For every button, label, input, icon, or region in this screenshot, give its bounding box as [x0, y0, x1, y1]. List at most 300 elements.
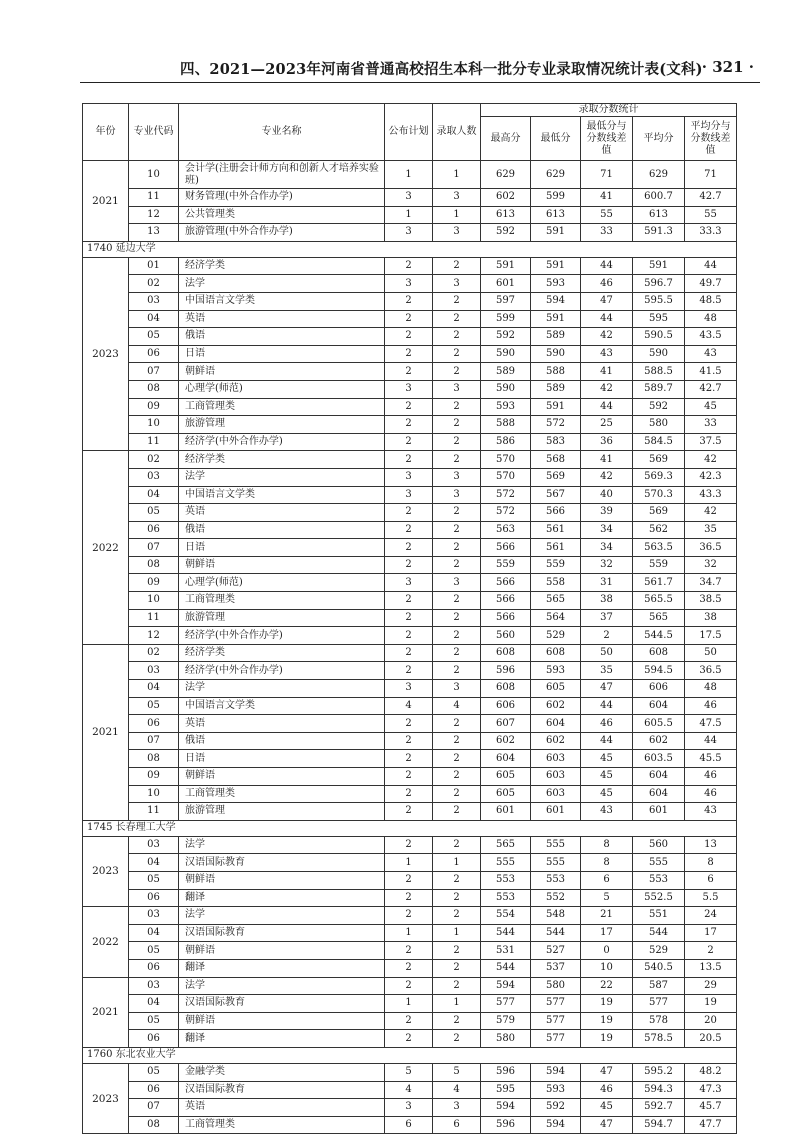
name-cell: 俄语: [179, 328, 385, 346]
col-max: 最高分: [481, 117, 531, 161]
admitted-cell: 2: [433, 959, 481, 977]
year-cell: 2023: [83, 836, 129, 906]
max-cell: 586: [481, 433, 531, 451]
name-cell: 会计学(注册会计师方向和创新人才培养实验班): [179, 161, 385, 189]
min-diff-cell: 6: [581, 871, 633, 889]
avg-cell: 595: [633, 310, 685, 328]
name-cell: 英语: [179, 310, 385, 328]
min-diff-cell: 40: [581, 486, 633, 504]
min-cell: 565: [531, 592, 581, 610]
code-cell: 06: [129, 521, 179, 539]
name-cell: 俄语: [179, 521, 385, 539]
code-cell: 08: [129, 750, 179, 768]
min-diff-cell: 41: [581, 189, 633, 207]
admitted-cell: 2: [433, 416, 481, 434]
avg-cell: 569.3: [633, 468, 685, 486]
plan-cell: 1: [385, 924, 433, 942]
avg-diff-cell: 44: [685, 257, 737, 275]
avg-cell: 570.3: [633, 486, 685, 504]
min-diff-cell: 43: [581, 803, 633, 821]
avg-diff-cell: 8: [685, 854, 737, 872]
avg-cell: 606: [633, 680, 685, 698]
table-row: [83, 539, 737, 557]
max-cell: 605: [481, 785, 531, 803]
max-cell: 591: [481, 257, 531, 275]
min-cell: 591: [531, 398, 581, 416]
table-row: [83, 907, 737, 925]
max-cell: 563: [481, 521, 531, 539]
max-cell: 592: [481, 224, 531, 242]
avg-diff-cell: 17.5: [685, 627, 737, 645]
code-cell: 08: [129, 1116, 179, 1134]
avg-diff-cell: 32: [685, 556, 737, 574]
min-cell: 564: [531, 609, 581, 627]
school-name: 1740 延边大学: [83, 241, 737, 257]
admitted-cell: 3: [433, 486, 481, 504]
max-cell: 553: [481, 871, 531, 889]
plan-cell: 1: [385, 854, 433, 872]
avg-diff-cell: 17: [685, 924, 737, 942]
name-cell: 翻译: [179, 959, 385, 977]
plan-cell: 2: [385, 942, 433, 960]
min-diff-cell: 44: [581, 697, 633, 715]
table-row: [83, 161, 737, 189]
avg-cell: 592.7: [633, 1099, 685, 1117]
avg-cell: 529: [633, 942, 685, 960]
avg-diff-cell: 29: [685, 977, 737, 995]
col-admitted: 录取人数: [433, 104, 481, 161]
col-min-diff: 最低分与分数线差值: [581, 117, 633, 161]
plan-cell: 3: [385, 574, 433, 592]
table-row: [83, 836, 737, 854]
plan-cell: 2: [385, 768, 433, 786]
avg-cell: 602: [633, 732, 685, 750]
plan-cell: 3: [385, 1099, 433, 1117]
name-cell: 法学: [179, 468, 385, 486]
name-cell: 旅游管理(中外合作办学): [179, 224, 385, 242]
min-cell: 529: [531, 627, 581, 645]
plan-cell: 2: [385, 416, 433, 434]
code-cell: 01: [129, 257, 179, 275]
max-cell: 629: [481, 161, 531, 189]
avg-diff-cell: 46: [685, 697, 737, 715]
page-header: [80, 56, 760, 83]
school-header: [83, 241, 737, 257]
admitted-cell: 5: [433, 1063, 481, 1081]
admitted-cell: 3: [433, 1099, 481, 1117]
code-cell: 04: [129, 486, 179, 504]
table-header: [83, 104, 737, 161]
max-cell: 596: [481, 662, 531, 680]
avg-cell: 608: [633, 644, 685, 662]
avg-cell: 551: [633, 907, 685, 925]
name-cell: 朝鲜语: [179, 871, 385, 889]
admission-table: [82, 103, 737, 1134]
max-cell: 597: [481, 292, 531, 310]
plan-cell: 2: [385, 398, 433, 416]
admitted-cell: 2: [433, 592, 481, 610]
avg-diff-cell: 42.7: [685, 189, 737, 207]
name-cell: 法学: [179, 836, 385, 854]
plan-cell: 2: [385, 803, 433, 821]
name-cell: 汉语国际教育: [179, 995, 385, 1013]
plan-cell: 1: [385, 206, 433, 224]
code-cell: 11: [129, 433, 179, 451]
max-cell: 601: [481, 803, 531, 821]
avg-diff-cell: 2: [685, 942, 737, 960]
school-header: [83, 1047, 737, 1063]
admitted-cell: 2: [433, 433, 481, 451]
min-diff-cell: 33: [581, 224, 633, 242]
min-cell: 527: [531, 942, 581, 960]
avg-cell: 584.5: [633, 433, 685, 451]
avg-diff-cell: 19: [685, 995, 737, 1013]
name-cell: 翻译: [179, 1030, 385, 1048]
avg-cell: 563.5: [633, 539, 685, 557]
page-title: 四、2021—2023年河南省普通高校招生本科一批分专业录取情况统计表(文科): [180, 61, 703, 78]
col-avg-diff: 平均分与分数线差值: [685, 117, 737, 161]
table-row: [83, 1030, 737, 1048]
admitted-cell: 1: [433, 206, 481, 224]
plan-cell: 3: [385, 680, 433, 698]
name-cell: 汉语国际教育: [179, 924, 385, 942]
admitted-cell: 2: [433, 768, 481, 786]
max-cell: 606: [481, 697, 531, 715]
max-cell: 592: [481, 328, 531, 346]
admitted-cell: 1: [433, 161, 481, 189]
max-cell: 580: [481, 1030, 531, 1048]
table-row: [83, 1081, 737, 1099]
avg-diff-cell: 55: [685, 206, 737, 224]
min-cell: 603: [531, 750, 581, 768]
name-cell: 汉语国际教育: [179, 1081, 385, 1099]
plan-cell: 2: [385, 451, 433, 469]
min-cell: 589: [531, 328, 581, 346]
table-row: [83, 224, 737, 242]
plan-cell: 5: [385, 1063, 433, 1081]
min-cell: 577: [531, 1012, 581, 1030]
min-diff-cell: 44: [581, 310, 633, 328]
avg-diff-cell: 47.5: [685, 715, 737, 733]
admitted-cell: 2: [433, 644, 481, 662]
code-cell: 04: [129, 995, 179, 1013]
min-diff-cell: 46: [581, 715, 633, 733]
min-cell: 548: [531, 907, 581, 925]
admitted-cell: 2: [433, 310, 481, 328]
code-cell: 12: [129, 627, 179, 645]
avg-cell: 578: [633, 1012, 685, 1030]
school-name: 1745 长春理工大学: [83, 820, 737, 836]
avg-cell: 595.5: [633, 292, 685, 310]
avg-cell: 591.3: [633, 224, 685, 242]
min-cell: 592: [531, 1099, 581, 1117]
table-row: [83, 697, 737, 715]
name-cell: 旅游管理: [179, 609, 385, 627]
table-body: [83, 161, 737, 1134]
admitted-cell: 1: [433, 924, 481, 942]
min-diff-cell: 34: [581, 539, 633, 557]
plan-cell: 3: [385, 380, 433, 398]
avg-diff-cell: 46: [685, 768, 737, 786]
max-cell: 595: [481, 1081, 531, 1099]
year-cell: 2021: [83, 644, 129, 820]
plan-cell: 6: [385, 1116, 433, 1134]
min-cell: 577: [531, 995, 581, 1013]
avg-cell: 589.7: [633, 380, 685, 398]
max-cell: 605: [481, 768, 531, 786]
plan-cell: 2: [385, 328, 433, 346]
max-cell: 559: [481, 556, 531, 574]
plan-cell: 3: [385, 468, 433, 486]
code-cell: 04: [129, 924, 179, 942]
min-cell: 594: [531, 292, 581, 310]
avg-diff-cell: 48: [685, 680, 737, 698]
table-row: [83, 468, 737, 486]
table-row: [83, 1063, 737, 1081]
plan-cell: 2: [385, 257, 433, 275]
table-row: [83, 486, 737, 504]
min-diff-cell: 38: [581, 592, 633, 610]
min-diff-cell: 42: [581, 468, 633, 486]
min-cell: 601: [531, 803, 581, 821]
name-cell: 工商管理类: [179, 592, 385, 610]
name-cell: 工商管理类: [179, 1116, 385, 1134]
avg-cell: 604: [633, 768, 685, 786]
min-diff-cell: 47: [581, 292, 633, 310]
avg-diff-cell: 43: [685, 345, 737, 363]
plan-cell: 2: [385, 662, 433, 680]
table-row: [83, 310, 737, 328]
code-cell: 04: [129, 680, 179, 698]
avg-cell: 560: [633, 836, 685, 854]
admitted-cell: 3: [433, 189, 481, 207]
admitted-cell: 1: [433, 854, 481, 872]
max-cell: 607: [481, 715, 531, 733]
plan-cell: 2: [385, 977, 433, 995]
year-cell: 2023: [83, 257, 129, 451]
table-row: [83, 363, 737, 381]
plan-cell: 4: [385, 697, 433, 715]
avg-cell: 613: [633, 206, 685, 224]
avg-diff-cell: 50: [685, 644, 737, 662]
admitted-cell: 2: [433, 539, 481, 557]
avg-cell: 590: [633, 345, 685, 363]
name-cell: 法学: [179, 907, 385, 925]
table-row: [83, 924, 737, 942]
max-cell: 554: [481, 907, 531, 925]
avg-cell: 569: [633, 451, 685, 469]
min-diff-cell: 10: [581, 959, 633, 977]
plan-cell: 2: [385, 310, 433, 328]
table-row: [83, 380, 737, 398]
code-cell: 09: [129, 768, 179, 786]
name-cell: 俄语: [179, 732, 385, 750]
avg-diff-cell: 45.7: [685, 1099, 737, 1117]
table-row: [83, 732, 737, 750]
code-cell: 05: [129, 942, 179, 960]
avg-diff-cell: 33: [685, 416, 737, 434]
code-cell: 06: [129, 959, 179, 977]
col-min: 最低分: [531, 117, 581, 161]
code-cell: 08: [129, 556, 179, 574]
min-cell: 603: [531, 768, 581, 786]
table-row: [83, 521, 737, 539]
table-row: [83, 416, 737, 434]
min-diff-cell: 47: [581, 680, 633, 698]
name-cell: 朝鲜语: [179, 1012, 385, 1030]
admitted-cell: 3: [433, 380, 481, 398]
col-name: 专业名称: [179, 104, 385, 161]
avg-diff-cell: 47.7: [685, 1116, 737, 1134]
code-cell: 12: [129, 206, 179, 224]
name-cell: 朝鲜语: [179, 768, 385, 786]
min-cell: 589: [531, 380, 581, 398]
max-cell: 555: [481, 854, 531, 872]
max-cell: 602: [481, 189, 531, 207]
min-diff-cell: 47: [581, 1116, 633, 1134]
min-diff-cell: 44: [581, 257, 633, 275]
name-cell: 中国语言文学类: [179, 697, 385, 715]
min-diff-cell: 8: [581, 854, 633, 872]
admitted-cell: 2: [433, 398, 481, 416]
name-cell: 金融学类: [179, 1063, 385, 1081]
school-header: [83, 820, 737, 836]
min-diff-cell: 37: [581, 609, 633, 627]
min-diff-cell: 45: [581, 750, 633, 768]
table-row: [83, 750, 737, 768]
max-cell: 544: [481, 924, 531, 942]
plan-cell: 2: [385, 750, 433, 768]
table-row: [83, 768, 737, 786]
admitted-cell: 2: [433, 907, 481, 925]
plan-cell: 2: [385, 907, 433, 925]
avg-diff-cell: 48: [685, 310, 737, 328]
table-row: [83, 889, 737, 907]
name-cell: 日语: [179, 539, 385, 557]
admitted-cell: 2: [433, 1012, 481, 1030]
admitted-cell: 2: [433, 328, 481, 346]
name-cell: 日语: [179, 345, 385, 363]
table-row: [83, 398, 737, 416]
avg-cell: 594.7: [633, 1116, 685, 1134]
max-cell: 590: [481, 345, 531, 363]
admitted-cell: 2: [433, 451, 481, 469]
max-cell: 594: [481, 977, 531, 995]
code-cell: 05: [129, 504, 179, 522]
min-cell: 559: [531, 556, 581, 574]
table-row: [83, 609, 737, 627]
code-cell: 02: [129, 451, 179, 469]
table-row: [83, 644, 737, 662]
min-cell: 603: [531, 785, 581, 803]
code-cell: 10: [129, 416, 179, 434]
admitted-cell: 4: [433, 697, 481, 715]
code-cell: 07: [129, 732, 179, 750]
year-cell: 2022: [83, 907, 129, 977]
plan-cell: 2: [385, 959, 433, 977]
max-cell: 608: [481, 680, 531, 698]
min-cell: 590: [531, 345, 581, 363]
avg-diff-cell: 42: [685, 504, 737, 522]
table-row: [83, 292, 737, 310]
code-cell: 05: [129, 328, 179, 346]
min-cell: 608: [531, 644, 581, 662]
avg-cell: 595.2: [633, 1063, 685, 1081]
avg-diff-cell: 38.5: [685, 592, 737, 610]
year-cell: 2022: [83, 451, 129, 645]
col-stats-group: 录取分数统计: [481, 104, 737, 117]
avg-diff-cell: 5.5: [685, 889, 737, 907]
min-diff-cell: 25: [581, 416, 633, 434]
max-cell: 572: [481, 504, 531, 522]
admitted-cell: 2: [433, 750, 481, 768]
table-row: [83, 1012, 737, 1030]
code-cell: 09: [129, 574, 179, 592]
plan-cell: 2: [385, 889, 433, 907]
min-diff-cell: 31: [581, 574, 633, 592]
avg-diff-cell: 47.3: [685, 1081, 737, 1099]
table-row: [83, 433, 737, 451]
min-diff-cell: 50: [581, 644, 633, 662]
table-row: [83, 715, 737, 733]
avg-diff-cell: 42.7: [685, 380, 737, 398]
admitted-cell: 4: [433, 1081, 481, 1099]
col-plan: 公布计划: [385, 104, 433, 161]
max-cell: 604: [481, 750, 531, 768]
admitted-cell: 2: [433, 363, 481, 381]
avg-cell: 561.7: [633, 574, 685, 592]
min-cell: 561: [531, 539, 581, 557]
code-cell: 13: [129, 224, 179, 242]
avg-diff-cell: 6: [685, 871, 737, 889]
name-cell: 经济学类: [179, 644, 385, 662]
admitted-cell: 2: [433, 942, 481, 960]
name-cell: 朝鲜语: [179, 363, 385, 381]
name-cell: 财务管理(中外合作办学): [179, 189, 385, 207]
min-cell: 594: [531, 1063, 581, 1081]
table-row: [83, 854, 737, 872]
avg-cell: 552.5: [633, 889, 685, 907]
code-cell: 11: [129, 609, 179, 627]
avg-diff-cell: 38: [685, 609, 737, 627]
avg-diff-cell: 49.7: [685, 275, 737, 293]
name-cell: 日语: [179, 750, 385, 768]
min-diff-cell: 42: [581, 328, 633, 346]
plan-cell: 1: [385, 161, 433, 189]
avg-diff-cell: 20: [685, 1012, 737, 1030]
avg-cell: 594.5: [633, 662, 685, 680]
min-diff-cell: 41: [581, 451, 633, 469]
plan-cell: 2: [385, 363, 433, 381]
admitted-cell: 6: [433, 1116, 481, 1134]
code-cell: 06: [129, 715, 179, 733]
table-row: [83, 662, 737, 680]
code-cell: 11: [129, 189, 179, 207]
code-cell: 05: [129, 871, 179, 889]
name-cell: 心理学(师范): [179, 380, 385, 398]
code-cell: 03: [129, 836, 179, 854]
min-diff-cell: 22: [581, 977, 633, 995]
min-cell: 588: [531, 363, 581, 381]
admitted-cell: 2: [433, 627, 481, 645]
name-cell: 经济学类: [179, 257, 385, 275]
code-cell: 06: [129, 1081, 179, 1099]
admitted-cell: 3: [433, 275, 481, 293]
min-cell: 566: [531, 504, 581, 522]
min-cell: 591: [531, 310, 581, 328]
year-cell: 2021: [83, 161, 129, 242]
avg-cell: 559: [633, 556, 685, 574]
